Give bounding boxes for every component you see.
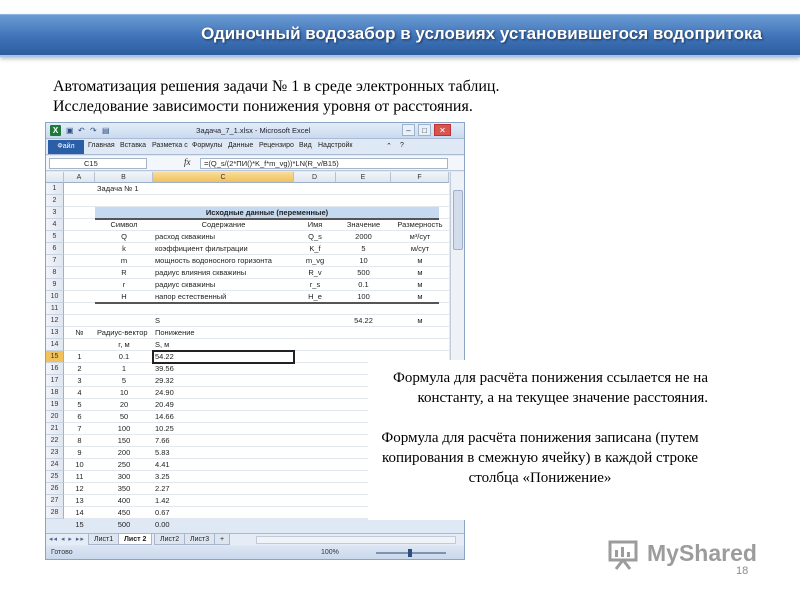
table-row-radius[interactable]: 450 bbox=[117, 508, 131, 517]
row-header-20[interactable]: 20 bbox=[46, 411, 64, 423]
table-row-radius[interactable]: 0.1 bbox=[118, 352, 130, 361]
param-desc-cell[interactable]: радиус влияния скважины bbox=[155, 268, 247, 277]
table-row-drawdown[interactable]: 24.90 bbox=[155, 388, 174, 397]
table-row-num[interactable]: 7 bbox=[77, 424, 82, 433]
tab-data[interactable]: Данные bbox=[228, 142, 254, 149]
table-row-radius[interactable]: 100 bbox=[117, 424, 131, 433]
sheet-tab-4[interactable]: Лист3 bbox=[184, 534, 215, 545]
tab-file[interactable]: Файл bbox=[48, 140, 84, 154]
param-desc-cell[interactable]: мощность водоносного горизонта bbox=[155, 256, 272, 265]
table-header-radius[interactable]: Радиус-вектор bbox=[97, 328, 148, 337]
page-number: 18 bbox=[736, 565, 749, 577]
save-icon[interactable]: ▣ bbox=[66, 126, 74, 135]
table-row-num[interactable]: 13 bbox=[75, 496, 84, 505]
table-row-drawdown[interactable]: 20.49 bbox=[155, 400, 174, 409]
param-unit-cell[interactable]: м³/сут bbox=[409, 232, 431, 241]
table-row-num[interactable]: 4 bbox=[77, 388, 82, 397]
table-header-num[interactable]: № bbox=[75, 328, 84, 337]
row-header-13[interactable]: 13 bbox=[46, 327, 64, 339]
undo-icon[interactable]: ↶ bbox=[78, 126, 85, 135]
table-row-num[interactable]: 5 bbox=[77, 400, 82, 409]
grid-row-line bbox=[64, 195, 449, 207]
param-value-cell[interactable]: 2000 bbox=[355, 232, 372, 241]
param-symbol-cell[interactable]: k bbox=[122, 244, 126, 253]
table-row-drawdown[interactable]: 2.27 bbox=[155, 484, 170, 493]
param-value-cell[interactable]: 500 bbox=[357, 268, 370, 277]
row-header-6[interactable]: 6 bbox=[46, 243, 64, 255]
table-row-radius[interactable]: 10 bbox=[119, 388, 129, 397]
param-unit-cell[interactable]: м bbox=[417, 280, 423, 289]
table-row-drawdown[interactable]: 0.00 bbox=[155, 520, 170, 529]
active-cell-c15[interactable] bbox=[152, 350, 295, 364]
row-header-23[interactable]: 23 bbox=[46, 447, 64, 459]
row-header-25[interactable]: 25 bbox=[46, 471, 64, 483]
row-header-11[interactable]: 11 bbox=[46, 303, 64, 315]
table-row-radius[interactable]: 1 bbox=[121, 364, 127, 373]
column-header-A[interactable]: A bbox=[64, 172, 95, 183]
table-header-drawdown[interactable]: Понижение bbox=[155, 328, 195, 337]
s-label-cell[interactable]: S bbox=[155, 316, 161, 325]
param-value-cell[interactable]: 100 bbox=[357, 292, 370, 301]
param-name-cell[interactable]: Q_s bbox=[308, 232, 322, 241]
table-row-drawdown[interactable]: 4.41 bbox=[155, 460, 170, 469]
tab-review[interactable]: Рецензиро bbox=[259, 142, 294, 149]
table-row-num[interactable]: 8 bbox=[77, 436, 82, 445]
ribbon-tabs bbox=[46, 139, 464, 155]
explanation-callout bbox=[368, 360, 720, 520]
table-row-num[interactable]: 10 bbox=[75, 460, 84, 469]
table-unit-radius[interactable]: r, м bbox=[118, 340, 130, 349]
table-row-num[interactable]: 3 bbox=[77, 376, 82, 385]
param-unit-cell[interactable]: м/сут bbox=[410, 244, 430, 253]
s-unit-cell[interactable]: м bbox=[417, 316, 423, 325]
table-row-drawdown[interactable]: 54.22 bbox=[155, 352, 174, 361]
sheet-tab-3[interactable]: Лист2 bbox=[154, 534, 185, 545]
column-header-D[interactable]: D bbox=[294, 172, 336, 183]
column-header-B[interactable]: B bbox=[95, 172, 153, 183]
table-row-num[interactable]: 1 bbox=[77, 352, 82, 361]
column-header-C[interactable]: C bbox=[153, 172, 294, 183]
row-header-2[interactable]: 2 bbox=[46, 195, 64, 207]
row-header-10[interactable]: 10 bbox=[46, 291, 64, 303]
param-unit-cell[interactable]: м bbox=[417, 292, 423, 301]
tab-addins[interactable]: Надстройк bbox=[318, 142, 353, 149]
row-header-22[interactable]: 22 bbox=[46, 435, 64, 447]
table-row-drawdown[interactable]: 1.42 bbox=[155, 496, 170, 505]
excel-titlebar bbox=[46, 123, 464, 139]
row-header-21[interactable]: 21 bbox=[46, 423, 64, 435]
param-desc-cell[interactable]: напор естественный bbox=[155, 292, 227, 301]
row-header-7[interactable]: 7 bbox=[46, 255, 64, 267]
table-row-drawdown[interactable]: 3.25 bbox=[155, 472, 170, 481]
logo-text: MyShared bbox=[647, 540, 757, 566]
table-row-num[interactable]: 11 bbox=[75, 472, 84, 481]
param-desc-cell[interactable]: радиус скважины bbox=[155, 280, 216, 289]
table-row-drawdown[interactable]: 0.67 bbox=[155, 508, 170, 517]
row-header-9[interactable]: 9 bbox=[46, 279, 64, 291]
params-column-header[interactable]: Содержание bbox=[201, 220, 246, 229]
status-bar bbox=[46, 546, 464, 560]
slide-title: Одиночный водозабор в условиях установившегося водопритока bbox=[201, 24, 762, 43]
row-header-16[interactable]: 16 bbox=[46, 363, 64, 375]
presentation-board-icon bbox=[607, 538, 641, 570]
table-row-drawdown[interactable]: 7.66 bbox=[155, 436, 170, 445]
param-symbol-cell[interactable]: r bbox=[122, 280, 126, 289]
row-header-27[interactable]: 27 bbox=[46, 495, 64, 507]
param-symbol-cell[interactable]: R bbox=[121, 268, 127, 277]
row-header-12[interactable]: 12 bbox=[46, 315, 64, 327]
table-row-num[interactable]: 9 bbox=[77, 448, 82, 457]
row-header-26[interactable]: 26 bbox=[46, 483, 64, 495]
sheet-nav-arrows-icon[interactable]: ◂◂ ◂ ▸ ▸▸ bbox=[49, 536, 85, 543]
params-bottom-rule bbox=[95, 302, 439, 304]
param-symbol-cell[interactable]: H bbox=[121, 292, 127, 301]
table-row-radius[interactable]: 400 bbox=[117, 496, 131, 505]
row-header-4[interactable]: 4 bbox=[46, 219, 64, 231]
formula-input[interactable]: =(Q_s/(2*ПИ()*K_f*m_vg))*LN(R_v/B15) bbox=[200, 158, 448, 169]
close-icon[interactable]: ✕ bbox=[434, 124, 451, 136]
horizontal-scrollbar[interactable] bbox=[256, 536, 456, 544]
table-row-radius[interactable]: 500 bbox=[117, 520, 131, 529]
row-header-8[interactable]: 8 bbox=[46, 267, 64, 279]
table-row-radius[interactable]: 20 bbox=[119, 400, 129, 409]
window-title: Задача_7_1.xlsx - Microsoft Excel bbox=[196, 126, 311, 135]
row-header-18[interactable]: 18 bbox=[46, 387, 64, 399]
table-row-num[interactable]: 6 bbox=[77, 412, 82, 421]
param-symbol-cell[interactable]: m bbox=[120, 256, 128, 265]
tab-home[interactable]: Главная bbox=[88, 142, 115, 149]
tab-insert[interactable]: Вставка bbox=[120, 142, 147, 149]
zoom-knob[interactable] bbox=[408, 549, 412, 557]
name-box[interactable]: C15 bbox=[49, 158, 147, 169]
param-unit-cell[interactable]: м bbox=[417, 268, 423, 277]
s-value-cell[interactable]: 54.22 bbox=[354, 316, 373, 325]
table-row-num[interactable]: 15 bbox=[75, 520, 84, 529]
ribbon-minimize-icon[interactable]: ⌃ bbox=[386, 143, 392, 150]
table-unit-drawdown[interactable]: S, м bbox=[155, 340, 170, 349]
row-header-19[interactable]: 19 bbox=[46, 399, 64, 411]
table-row-radius[interactable]: 5 bbox=[121, 376, 127, 385]
task-title-cell[interactable]: Задача № 1 bbox=[97, 184, 139, 193]
function-icon[interactable]: fx bbox=[184, 157, 191, 167]
param-desc-cell[interactable]: коэффициент фильтрации bbox=[155, 244, 248, 253]
intro-line-1: Автоматизация решения задачи № 1 в среде электронных таблиц. bbox=[53, 78, 500, 95]
tab-view[interactable]: Вид bbox=[299, 142, 312, 149]
table-row-radius[interactable]: 150 bbox=[117, 436, 131, 445]
row-header-5[interactable]: 5 bbox=[46, 231, 64, 243]
redo-icon[interactable]: ↷ bbox=[90, 126, 97, 135]
sheet-tab-2-active[interactable]: Лист 2 bbox=[118, 534, 152, 545]
title-banner bbox=[0, 14, 800, 57]
callout-text-1: Формула для расчёта понижения ссылается не на константу, а на текущее значение расстояния. bbox=[393, 370, 708, 406]
params-header[interactable]: Исходные данные (переменные) bbox=[205, 208, 329, 217]
param-value-cell[interactable]: 10 bbox=[359, 256, 368, 265]
row-header-28[interactable]: 28 bbox=[46, 507, 64, 519]
tab-page-layout[interactable]: Разметка с bbox=[152, 142, 188, 149]
row-header-24[interactable]: 24 bbox=[46, 459, 64, 471]
table-row-num[interactable]: 14 bbox=[75, 508, 84, 517]
table-row-radius[interactable]: 50 bbox=[119, 412, 129, 421]
sheet-tab-1[interactable]: Лист1 bbox=[88, 534, 119, 545]
param-value-cell[interactable]: 5 bbox=[361, 244, 366, 253]
table-row-radius[interactable]: 350 bbox=[117, 484, 131, 493]
table-row-radius[interactable]: 200 bbox=[117, 448, 131, 457]
param-name-cell[interactable]: r_s bbox=[309, 280, 321, 289]
table-row-drawdown[interactable]: 5.83 bbox=[155, 448, 170, 457]
param-unit-cell[interactable]: м bbox=[417, 256, 423, 265]
intro-line-2: Исследование зависимости понижения уровня от расстояния. bbox=[53, 98, 473, 115]
params-column-header[interactable]: Размерность bbox=[397, 220, 443, 229]
params-column-header[interactable]: Символ bbox=[110, 220, 138, 229]
param-name-cell[interactable]: R_v bbox=[308, 268, 322, 277]
table-row-num[interactable]: 12 bbox=[75, 484, 84, 493]
table-row-drawdown[interactable]: 39.56 bbox=[155, 364, 174, 373]
open-icon[interactable]: ▤ bbox=[102, 126, 110, 135]
param-symbol-cell[interactable]: Q bbox=[121, 232, 127, 241]
table-row-drawdown[interactable]: 29.32 bbox=[155, 376, 174, 385]
param-name-cell[interactable]: K_f bbox=[309, 244, 321, 253]
sheet-tabs-bar bbox=[46, 533, 464, 545]
formula-bar bbox=[46, 156, 464, 171]
row-header-3[interactable]: 3 bbox=[46, 207, 64, 219]
excel-logo-icon[interactable]: X bbox=[50, 125, 61, 136]
param-desc-cell[interactable]: расход скважины bbox=[155, 232, 216, 241]
params-column-header[interactable]: Значение bbox=[346, 220, 381, 229]
row-header-17[interactable]: 17 bbox=[46, 375, 64, 387]
help-icon[interactable]: ? bbox=[400, 142, 404, 149]
select-all-corner[interactable] bbox=[46, 172, 64, 183]
row-header-14[interactable]: 14 bbox=[46, 339, 64, 351]
table-row-drawdown[interactable]: 14.66 bbox=[155, 412, 174, 421]
row-header-15[interactable]: 15 bbox=[46, 351, 64, 363]
tab-formulas[interactable]: Формулы bbox=[192, 142, 223, 149]
table-row-radius[interactable]: 250 bbox=[117, 460, 131, 469]
zoom-level[interactable]: 100% bbox=[321, 549, 339, 556]
intro-text bbox=[53, 77, 499, 117]
table-row-drawdown[interactable]: 10.25 bbox=[155, 424, 174, 433]
row-header-1[interactable]: 1 bbox=[46, 183, 64, 195]
params-column-header[interactable]: Имя bbox=[307, 220, 323, 229]
table-row-num[interactable]: 2 bbox=[77, 364, 82, 373]
maximize-icon[interactable]: □ bbox=[418, 124, 431, 136]
param-name-cell[interactable]: m_vg bbox=[305, 256, 325, 265]
scroll-thumb[interactable] bbox=[453, 190, 463, 250]
param-value-cell[interactable]: 0.1 bbox=[358, 280, 369, 289]
status-text: Готово bbox=[51, 549, 73, 556]
column-header-E[interactable]: E bbox=[336, 172, 391, 183]
column-header-F[interactable]: F bbox=[391, 172, 449, 183]
param-name-cell[interactable]: H_e bbox=[308, 292, 322, 301]
insert-sheet-icon[interactable]: + bbox=[214, 534, 230, 545]
grid-row-line bbox=[64, 303, 449, 315]
callout-text-2: Формула для расчёта понижения записана (путем копирования в смежную ячейку) в каждой строке столбца «Понижение» bbox=[381, 430, 699, 486]
table-row-radius[interactable]: 300 bbox=[117, 472, 131, 481]
minimize-icon[interactable]: – bbox=[402, 124, 415, 136]
